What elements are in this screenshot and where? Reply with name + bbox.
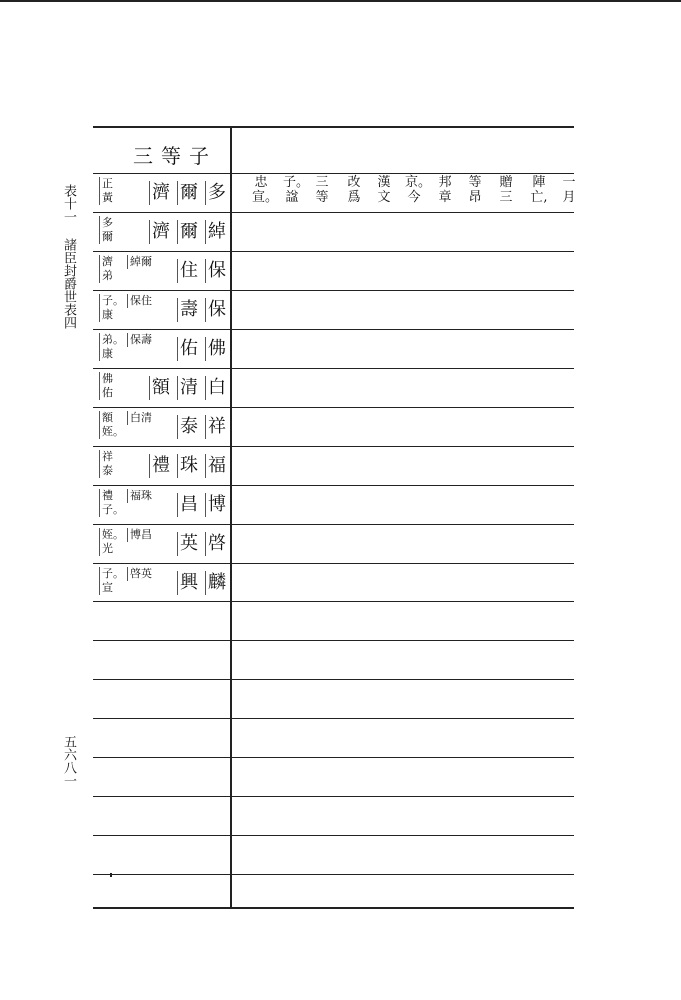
remark-char: 三 [499, 190, 513, 205]
relation-line: 啓 [130, 567, 141, 580]
row-annotation [99, 411, 124, 439]
name-character: 英 [177, 532, 200, 556]
annotation-line: 姪。 [102, 425, 124, 438]
remark-char: 京。 [405, 175, 432, 190]
row-rule [93, 835, 574, 836]
annotation-line: 子。 [102, 294, 124, 307]
remark-char: 忠 [254, 175, 268, 190]
table-row [93, 486, 233, 525]
remark-char: 今 [407, 190, 421, 205]
name-character: 祥 [205, 415, 228, 439]
remark-column [530, 175, 548, 205]
annotation-line: 弟。 [102, 333, 124, 346]
ink-mark [110, 873, 112, 877]
row-rule [93, 874, 574, 875]
remark-char: 昂 [468, 190, 482, 205]
table-row [93, 330, 233, 369]
name-character: 興 [177, 571, 200, 595]
annotation-line: 佛 [102, 372, 113, 385]
row-rule [93, 679, 574, 680]
relation-line: 清 [141, 411, 152, 424]
table-header-rank: 三等子 [133, 144, 217, 168]
relation-line: 綽 [130, 255, 141, 268]
name-character: 泰 [177, 415, 200, 439]
name-character: 濟 [149, 181, 172, 205]
remark-column [313, 175, 331, 205]
relation-line: 壽 [141, 333, 152, 346]
name-character: 額 [149, 376, 172, 400]
row-relation-note [127, 294, 152, 308]
row-rule [93, 640, 574, 641]
remark-char: 一 [562, 175, 576, 190]
remark-char: 章 [438, 190, 452, 205]
table-bottom-rule [93, 907, 574, 909]
name-character: 佛 [205, 337, 228, 361]
relation-line: 博 [130, 528, 141, 541]
annotation-line: 康 [102, 308, 113, 321]
remark-column [497, 175, 515, 205]
remark-char: 陣 [532, 175, 546, 190]
remark-column [466, 175, 484, 205]
annotation-line: 禮 [102, 489, 113, 502]
remark-column [345, 175, 363, 205]
name-character: 白 [205, 376, 228, 400]
remark-char: 漢 [377, 175, 391, 190]
annotation-line: 正 [102, 177, 113, 190]
row-annotation [99, 489, 124, 517]
relation-line: 昌 [141, 528, 152, 541]
annotation-line: 祥 [102, 450, 113, 463]
annotation-line: 佑 [102, 386, 113, 399]
name-character: 濟 [149, 220, 172, 244]
name-character: 壽 [177, 298, 200, 322]
annotation-line: 康 [102, 347, 113, 360]
remark-column [252, 175, 279, 205]
name-character: 保 [205, 259, 228, 283]
remark-char: 三 [315, 175, 329, 190]
table-row [93, 408, 233, 447]
table-row [93, 369, 233, 408]
remark-char: 等 [315, 190, 329, 205]
row-annotation [99, 255, 124, 283]
relation-line: 福 [130, 489, 141, 502]
row-relation-note [127, 567, 152, 581]
remark-char: 贈 [499, 175, 513, 190]
remark-char: 諡 [285, 190, 299, 205]
remark-char: 月 [562, 190, 576, 205]
table-row [93, 174, 233, 213]
annotation-line: 泰 [102, 464, 113, 477]
table-top-rule [93, 126, 574, 128]
remark-char: 文 [377, 190, 391, 205]
name-character: 多 [205, 181, 228, 205]
name-character: 福 [205, 454, 228, 478]
name-character: 珠 [177, 454, 200, 478]
row-relation-note [127, 528, 152, 542]
name-character: 綽 [205, 220, 228, 244]
relation-line: 白 [130, 411, 141, 424]
table-row [93, 447, 233, 486]
row-annotation [99, 294, 124, 322]
row-rule [93, 757, 574, 758]
row-relation-note [127, 255, 152, 269]
row-annotation [99, 372, 124, 400]
row-annotation [99, 177, 124, 205]
annotation-line: 宣 [102, 581, 113, 594]
remark-char: 等 [468, 175, 482, 190]
row-rule [93, 718, 574, 719]
annotation-line: 黃 [102, 191, 113, 204]
row-annotation [99, 567, 124, 595]
name-character: 保 [205, 298, 228, 322]
name-character: 禮 [149, 454, 172, 478]
annotation-line: 額 [102, 411, 113, 424]
relation-line: 保 [130, 294, 141, 307]
annotation-line: 光 [102, 542, 113, 555]
relation-line: 保 [130, 333, 141, 346]
table-row [93, 525, 233, 564]
row-relation-note [127, 411, 152, 425]
annotation-line: 姪。 [102, 528, 124, 541]
name-character: 爾 [177, 220, 200, 244]
name-character: 爾 [177, 181, 200, 205]
name-character: 博 [205, 493, 228, 517]
annotation-line: 弟 [102, 269, 113, 282]
row-relation-note [127, 489, 152, 503]
name-character: 住 [177, 259, 200, 283]
annotation-line: 多 [102, 216, 113, 229]
remark-char: 宣。 [252, 190, 279, 205]
remark-char: 改 [347, 175, 361, 190]
row-relation-note [127, 333, 152, 347]
remark-char: 爲 [347, 190, 361, 205]
name-character: 佑 [177, 337, 200, 361]
table-row [93, 564, 233, 603]
remark-char: 亡, [530, 190, 548, 205]
relation-line: 爾 [141, 255, 152, 268]
annotation-line: 子。 [102, 567, 124, 580]
table-row [93, 291, 233, 330]
table-row [93, 252, 233, 291]
name-character: 清 [177, 376, 200, 400]
row-annotation [99, 333, 124, 361]
table-row [93, 213, 233, 252]
relation-line: 英 [141, 567, 152, 580]
remark-column [375, 175, 393, 205]
row-annotation [99, 216, 124, 244]
row-annotation [99, 528, 124, 556]
page-top-border [0, 0, 681, 2]
row-rule [93, 796, 574, 797]
annotation-line: 濟 [102, 255, 113, 268]
remark-char: 子。 [283, 175, 310, 190]
name-character: 麟 [205, 571, 228, 595]
name-character: 啓 [205, 532, 228, 556]
remark-column [283, 175, 310, 205]
row-annotation [99, 450, 124, 478]
annotation-line: 子。 [102, 503, 124, 516]
relation-line: 住 [141, 294, 152, 307]
remark-char: 邦 [438, 175, 452, 190]
remark-column [560, 175, 578, 205]
remark-column [405, 175, 432, 205]
relation-line: 珠 [141, 489, 152, 502]
remark-column [436, 175, 454, 205]
name-character: 昌 [177, 493, 200, 517]
side-title: 表十一 諸臣封爵世表四 [61, 184, 76, 329]
page-number: 五六八一 [61, 735, 76, 787]
annotation-line: 爾 [102, 230, 113, 243]
